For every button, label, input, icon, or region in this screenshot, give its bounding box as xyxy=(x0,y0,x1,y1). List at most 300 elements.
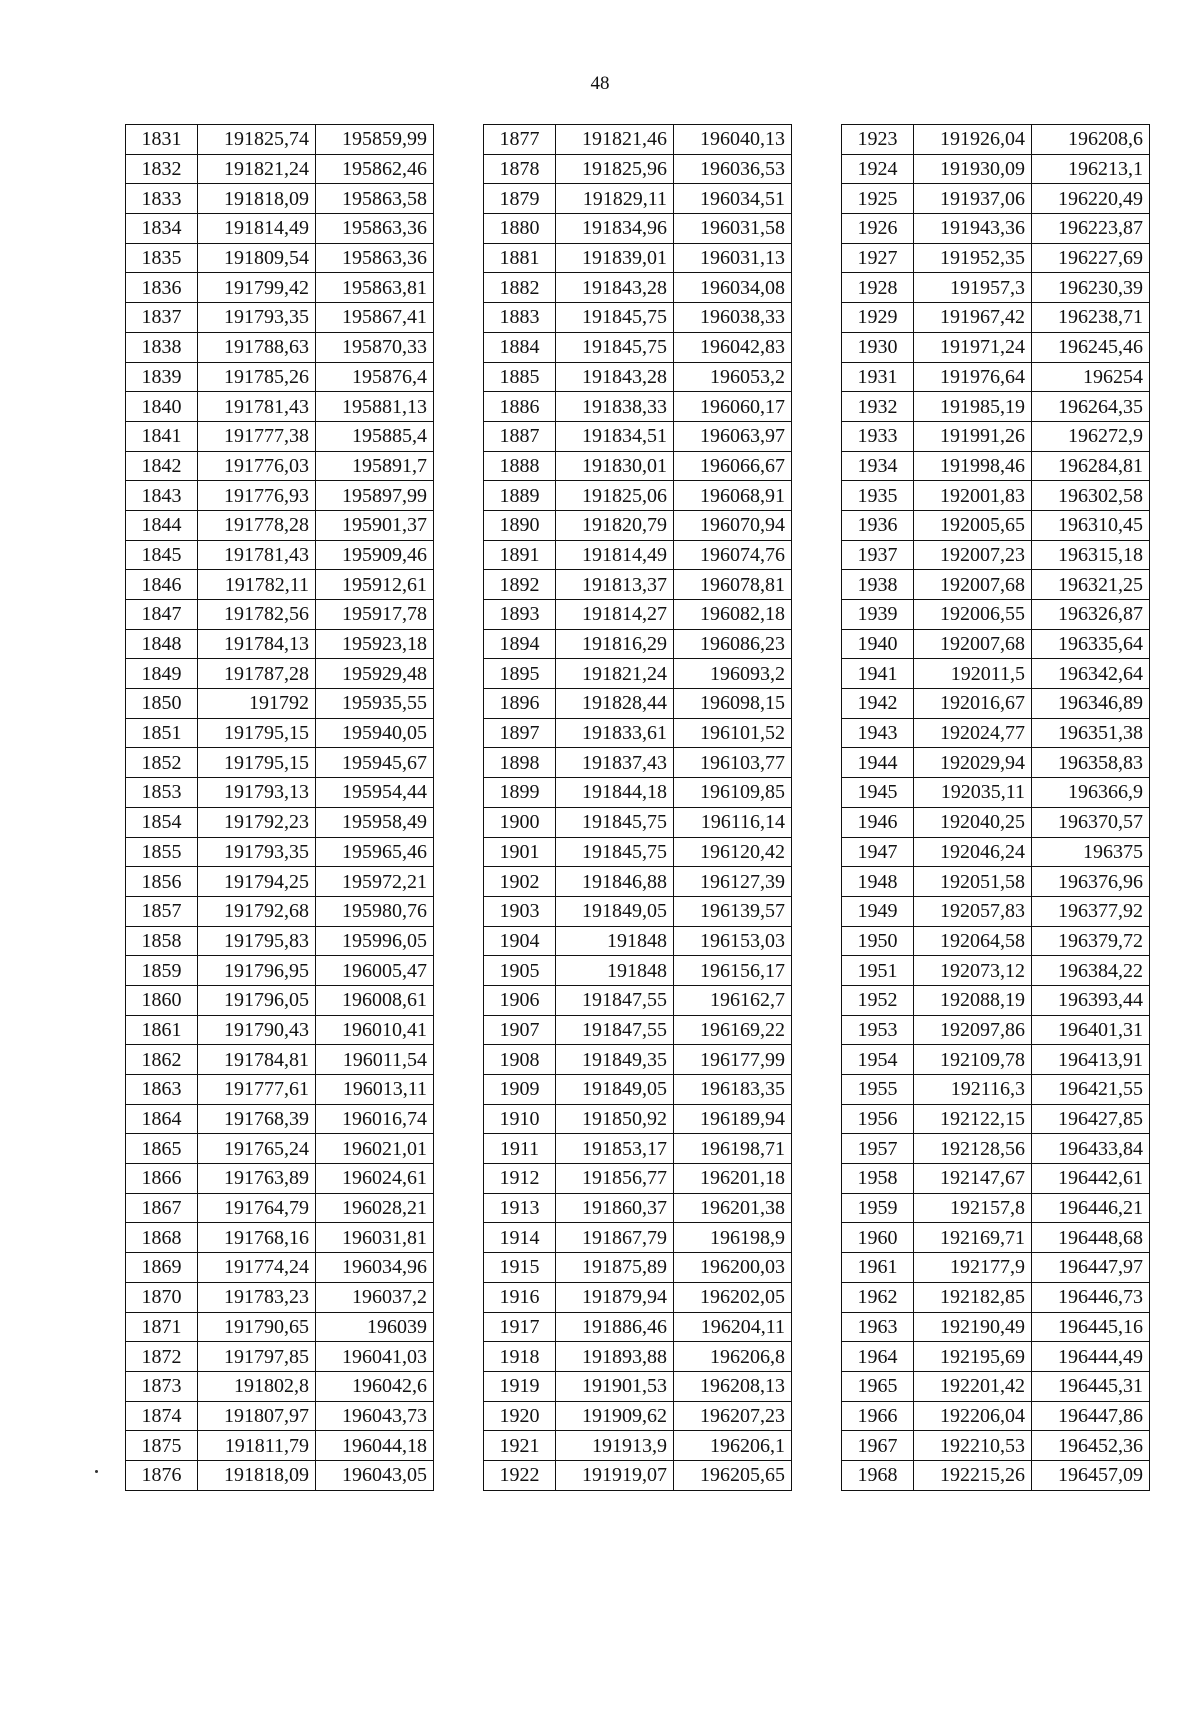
point-number-cell: 1933 xyxy=(842,421,914,451)
y-coordinate-cell: 196198,9 xyxy=(674,1223,792,1253)
table-row xyxy=(842,896,1150,926)
x-coordinate-cell: 191845,75 xyxy=(556,837,674,867)
y-coordinate-cell: 196078,81 xyxy=(674,570,792,600)
x-coordinate-cell: 192051,58 xyxy=(914,867,1032,897)
x-coordinate-cell: 191818,09 xyxy=(198,184,316,214)
y-coordinate-cell: 196008,61 xyxy=(316,985,434,1015)
y-coordinate-cell: 196021,01 xyxy=(316,1134,434,1164)
x-coordinate-cell: 191821,24 xyxy=(556,659,674,689)
table-row xyxy=(484,362,792,392)
point-number-cell: 1877 xyxy=(484,125,556,155)
x-coordinate-cell: 191830,01 xyxy=(556,451,674,481)
point-number-cell: 1887 xyxy=(484,421,556,451)
y-coordinate-cell: 196393,44 xyxy=(1032,985,1150,1015)
table-row xyxy=(842,273,1150,303)
x-coordinate-cell: 192201,42 xyxy=(914,1371,1032,1401)
table-row xyxy=(484,481,792,511)
y-coordinate-cell: 195954,44 xyxy=(316,778,434,808)
x-coordinate-cell: 191845,75 xyxy=(556,332,674,362)
point-number-cell: 1929 xyxy=(842,303,914,333)
y-coordinate-cell: 195863,36 xyxy=(316,214,434,244)
point-number-cell: 1924 xyxy=(842,154,914,184)
point-number-cell: 1948 xyxy=(842,867,914,897)
y-coordinate-cell: 196074,76 xyxy=(674,540,792,570)
table-row xyxy=(484,1460,792,1490)
table-row xyxy=(126,1312,434,1342)
x-coordinate-cell: 191833,61 xyxy=(556,718,674,748)
y-coordinate-cell: 196109,85 xyxy=(674,778,792,808)
x-coordinate-cell: 191807,97 xyxy=(198,1401,316,1431)
x-coordinate-cell: 192073,12 xyxy=(914,956,1032,986)
table-row xyxy=(126,481,434,511)
point-number-cell: 1878 xyxy=(484,154,556,184)
x-coordinate-cell: 191799,42 xyxy=(198,273,316,303)
y-coordinate-cell: 196433,84 xyxy=(1032,1134,1150,1164)
y-coordinate-cell: 196201,18 xyxy=(674,1164,792,1194)
y-coordinate-cell: 196101,52 xyxy=(674,718,792,748)
x-coordinate-cell: 192011,5 xyxy=(914,659,1032,689)
y-coordinate-cell: 196370,57 xyxy=(1032,807,1150,837)
x-coordinate-cell: 191847,55 xyxy=(556,985,674,1015)
x-coordinate-cell: 191909,62 xyxy=(556,1401,674,1431)
point-number-cell: 1855 xyxy=(126,837,198,867)
x-coordinate-cell: 192024,77 xyxy=(914,718,1032,748)
y-coordinate-cell: 196068,91 xyxy=(674,481,792,511)
point-number-cell: 1927 xyxy=(842,243,914,273)
table-row xyxy=(126,154,434,184)
y-coordinate-cell: 196206,1 xyxy=(674,1431,792,1461)
y-coordinate-cell: 195935,55 xyxy=(316,689,434,719)
x-coordinate-cell: 192128,56 xyxy=(914,1134,1032,1164)
x-coordinate-cell: 191814,49 xyxy=(556,540,674,570)
x-coordinate-cell: 191802,8 xyxy=(198,1371,316,1401)
table-row xyxy=(484,926,792,956)
point-number-cell: 1872 xyxy=(126,1342,198,1372)
point-number-cell: 1902 xyxy=(484,867,556,897)
point-number-cell: 1869 xyxy=(126,1253,198,1283)
table-row xyxy=(842,570,1150,600)
point-number-cell: 1937 xyxy=(842,540,914,570)
y-coordinate-cell: 196042,83 xyxy=(674,332,792,362)
x-coordinate-cell: 191796,95 xyxy=(198,956,316,986)
table-row xyxy=(842,1045,1150,1075)
y-coordinate-cell: 196346,89 xyxy=(1032,689,1150,719)
table-row xyxy=(126,1342,434,1372)
table-row xyxy=(842,1104,1150,1134)
point-number-cell: 1895 xyxy=(484,659,556,689)
point-number-cell: 1941 xyxy=(842,659,914,689)
y-coordinate-cell: 196201,38 xyxy=(674,1193,792,1223)
point-number-cell: 1868 xyxy=(126,1223,198,1253)
point-number-cell: 1833 xyxy=(126,184,198,214)
table-row xyxy=(484,659,792,689)
y-coordinate-cell: 196205,65 xyxy=(674,1460,792,1490)
table-row xyxy=(126,1223,434,1253)
table-row xyxy=(484,1045,792,1075)
table-row xyxy=(842,362,1150,392)
x-coordinate-cell: 191793,35 xyxy=(198,303,316,333)
point-number-cell: 1926 xyxy=(842,214,914,244)
point-number-cell: 1967 xyxy=(842,1431,914,1461)
point-number-cell: 1847 xyxy=(126,600,198,630)
x-coordinate-cell: 191782,56 xyxy=(198,600,316,630)
point-number-cell: 1942 xyxy=(842,689,914,719)
table-row xyxy=(126,778,434,808)
y-coordinate-cell: 196413,91 xyxy=(1032,1045,1150,1075)
table-row xyxy=(484,718,792,748)
table-row xyxy=(842,1253,1150,1283)
point-number-cell: 1916 xyxy=(484,1282,556,1312)
y-coordinate-cell: 196177,99 xyxy=(674,1045,792,1075)
x-coordinate-cell: 191985,19 xyxy=(914,392,1032,422)
table-row xyxy=(842,1193,1150,1223)
x-coordinate-cell: 192109,78 xyxy=(914,1045,1032,1075)
y-coordinate-cell: 196070,94 xyxy=(674,510,792,540)
x-coordinate-cell: 191886,46 xyxy=(556,1312,674,1342)
point-number-cell: 1901 xyxy=(484,837,556,867)
table-row xyxy=(126,540,434,570)
table-row xyxy=(484,867,792,897)
y-coordinate-cell: 196351,38 xyxy=(1032,718,1150,748)
point-number-cell: 1959 xyxy=(842,1193,914,1223)
y-coordinate-cell: 196254 xyxy=(1032,362,1150,392)
x-coordinate-cell: 191943,36 xyxy=(914,214,1032,244)
stray-dot-mark xyxy=(95,1470,98,1473)
table-row xyxy=(484,184,792,214)
x-coordinate-cell: 191796,05 xyxy=(198,985,316,1015)
point-number-cell: 1951 xyxy=(842,956,914,986)
x-coordinate-cell: 191790,43 xyxy=(198,1015,316,1045)
table-row xyxy=(484,807,792,837)
point-number-cell: 1923 xyxy=(842,125,914,155)
y-coordinate-cell: 196452,36 xyxy=(1032,1431,1150,1461)
point-number-cell: 1831 xyxy=(126,125,198,155)
point-number-cell: 1883 xyxy=(484,303,556,333)
x-coordinate-cell: 191820,79 xyxy=(556,510,674,540)
point-number-cell: 1845 xyxy=(126,540,198,570)
point-number-cell: 1907 xyxy=(484,1015,556,1045)
y-coordinate-cell: 196042,6 xyxy=(316,1371,434,1401)
table-row xyxy=(842,540,1150,570)
x-coordinate-cell: 191930,09 xyxy=(914,154,1032,184)
x-coordinate-cell: 192206,04 xyxy=(914,1401,1032,1431)
y-coordinate-cell: 196066,67 xyxy=(674,451,792,481)
y-coordinate-cell: 195863,36 xyxy=(316,243,434,273)
y-coordinate-cell: 196335,64 xyxy=(1032,629,1150,659)
x-coordinate-cell: 191837,43 xyxy=(556,748,674,778)
table-row xyxy=(842,748,1150,778)
x-coordinate-cell: 191998,46 xyxy=(914,451,1032,481)
x-coordinate-cell: 191967,42 xyxy=(914,303,1032,333)
y-coordinate-cell: 196156,17 xyxy=(674,956,792,986)
x-coordinate-cell: 192116,3 xyxy=(914,1075,1032,1105)
x-coordinate-cell: 192190,49 xyxy=(914,1312,1032,1342)
y-coordinate-cell: 196043,73 xyxy=(316,1401,434,1431)
table-row xyxy=(126,362,434,392)
y-coordinate-cell: 196198,71 xyxy=(674,1134,792,1164)
x-coordinate-cell: 192005,65 xyxy=(914,510,1032,540)
page-number: 48 xyxy=(590,73,610,94)
point-number-cell: 1889 xyxy=(484,481,556,511)
x-coordinate-cell: 191847,55 xyxy=(556,1015,674,1045)
y-coordinate-cell: 195965,46 xyxy=(316,837,434,867)
table-row xyxy=(484,1193,792,1223)
table-row xyxy=(126,510,434,540)
y-coordinate-cell: 196116,14 xyxy=(674,807,792,837)
x-coordinate-cell: 191971,24 xyxy=(914,332,1032,362)
table-row xyxy=(126,1371,434,1401)
table-row xyxy=(484,896,792,926)
x-coordinate-cell: 191777,38 xyxy=(198,421,316,451)
table-row xyxy=(842,184,1150,214)
point-number-cell: 1842 xyxy=(126,451,198,481)
point-number-cell: 1944 xyxy=(842,748,914,778)
y-coordinate-cell: 196044,18 xyxy=(316,1431,434,1461)
y-coordinate-cell: 195917,78 xyxy=(316,600,434,630)
coordinates-table-2 xyxy=(483,124,792,1491)
point-number-cell: 1834 xyxy=(126,214,198,244)
y-coordinate-cell: 196038,33 xyxy=(674,303,792,333)
coordinates-table-1 xyxy=(125,124,434,1491)
point-number-cell: 1919 xyxy=(484,1371,556,1401)
y-coordinate-cell: 196024,61 xyxy=(316,1164,434,1194)
x-coordinate-cell: 191849,05 xyxy=(556,896,674,926)
table-row xyxy=(484,956,792,986)
x-coordinate-cell: 192006,55 xyxy=(914,600,1032,630)
x-coordinate-cell: 191774,24 xyxy=(198,1253,316,1283)
y-coordinate-cell: 196302,58 xyxy=(1032,481,1150,511)
y-coordinate-cell: 195876,4 xyxy=(316,362,434,392)
point-number-cell: 1875 xyxy=(126,1431,198,1461)
y-coordinate-cell: 195870,33 xyxy=(316,332,434,362)
y-coordinate-cell: 195901,37 xyxy=(316,510,434,540)
point-number-cell: 1955 xyxy=(842,1075,914,1105)
table-row xyxy=(842,1312,1150,1342)
x-coordinate-cell: 192007,68 xyxy=(914,570,1032,600)
table-row xyxy=(842,778,1150,808)
x-coordinate-cell: 191828,44 xyxy=(556,689,674,719)
y-coordinate-cell: 196034,96 xyxy=(316,1253,434,1283)
table-row xyxy=(484,392,792,422)
table-row xyxy=(126,421,434,451)
table-row xyxy=(126,332,434,362)
point-number-cell: 1859 xyxy=(126,956,198,986)
table-row xyxy=(126,1460,434,1490)
x-coordinate-cell: 191793,35 xyxy=(198,837,316,867)
y-coordinate-cell: 195912,61 xyxy=(316,570,434,600)
table-row xyxy=(126,985,434,1015)
table-row xyxy=(484,332,792,362)
point-number-cell: 1896 xyxy=(484,689,556,719)
y-coordinate-cell: 196447,86 xyxy=(1032,1401,1150,1431)
x-coordinate-cell: 191952,35 xyxy=(914,243,1032,273)
point-number-cell: 1908 xyxy=(484,1045,556,1075)
table-row xyxy=(842,807,1150,837)
x-coordinate-cell: 191926,04 xyxy=(914,125,1032,155)
y-coordinate-cell: 195897,99 xyxy=(316,481,434,511)
table-row xyxy=(484,1371,792,1401)
x-coordinate-cell: 191776,03 xyxy=(198,451,316,481)
table-row xyxy=(842,1075,1150,1105)
y-coordinate-cell: 196376,96 xyxy=(1032,867,1150,897)
x-coordinate-cell: 192040,25 xyxy=(914,807,1032,837)
point-number-cell: 1962 xyxy=(842,1282,914,1312)
y-coordinate-cell: 196213,1 xyxy=(1032,154,1150,184)
y-coordinate-cell: 196384,22 xyxy=(1032,956,1150,986)
x-coordinate-cell: 191785,26 xyxy=(198,362,316,392)
y-coordinate-cell: 196457,09 xyxy=(1032,1460,1150,1490)
y-coordinate-cell: 196238,71 xyxy=(1032,303,1150,333)
point-number-cell: 1953 xyxy=(842,1015,914,1045)
x-coordinate-cell: 191976,64 xyxy=(914,362,1032,392)
table-row xyxy=(842,332,1150,362)
point-number-cell: 1909 xyxy=(484,1075,556,1105)
point-number-cell: 1870 xyxy=(126,1282,198,1312)
table-row xyxy=(842,1134,1150,1164)
x-coordinate-cell: 191764,79 xyxy=(198,1193,316,1223)
x-coordinate-cell: 191991,26 xyxy=(914,421,1032,451)
table-row xyxy=(126,303,434,333)
x-coordinate-cell: 191763,89 xyxy=(198,1164,316,1194)
point-number-cell: 1936 xyxy=(842,510,914,540)
table-row xyxy=(484,154,792,184)
point-number-cell: 1945 xyxy=(842,778,914,808)
x-coordinate-cell: 192088,19 xyxy=(914,985,1032,1015)
point-number-cell: 1849 xyxy=(126,659,198,689)
point-number-cell: 1864 xyxy=(126,1104,198,1134)
table-row xyxy=(842,629,1150,659)
x-coordinate-cell: 191792,23 xyxy=(198,807,316,837)
point-number-cell: 1866 xyxy=(126,1164,198,1194)
table-row xyxy=(126,570,434,600)
x-coordinate-cell: 191816,29 xyxy=(556,629,674,659)
x-coordinate-cell: 191850,92 xyxy=(556,1104,674,1134)
table-row xyxy=(484,1134,792,1164)
table-row xyxy=(484,1104,792,1134)
y-coordinate-cell: 196005,47 xyxy=(316,956,434,986)
y-coordinate-cell: 196445,31 xyxy=(1032,1371,1150,1401)
table-row xyxy=(126,659,434,689)
x-coordinate-cell: 192122,15 xyxy=(914,1104,1032,1134)
point-number-cell: 1957 xyxy=(842,1134,914,1164)
y-coordinate-cell: 196063,97 xyxy=(674,421,792,451)
point-number-cell: 1852 xyxy=(126,748,198,778)
x-coordinate-cell: 191781,43 xyxy=(198,540,316,570)
table-row xyxy=(126,243,434,273)
y-coordinate-cell: 195972,21 xyxy=(316,867,434,897)
y-coordinate-cell: 196444,49 xyxy=(1032,1342,1150,1372)
x-coordinate-cell: 191768,39 xyxy=(198,1104,316,1134)
y-coordinate-cell: 196010,41 xyxy=(316,1015,434,1045)
table-row xyxy=(484,1312,792,1342)
point-number-cell: 1963 xyxy=(842,1312,914,1342)
y-coordinate-cell: 195945,67 xyxy=(316,748,434,778)
x-coordinate-cell: 191814,27 xyxy=(556,600,674,630)
y-coordinate-cell: 195863,81 xyxy=(316,273,434,303)
y-coordinate-cell: 196206,8 xyxy=(674,1342,792,1372)
x-coordinate-cell: 191848 xyxy=(556,956,674,986)
table-row xyxy=(126,1015,434,1045)
table-row xyxy=(842,1342,1150,1372)
x-coordinate-cell: 192147,67 xyxy=(914,1164,1032,1194)
x-coordinate-cell: 191834,96 xyxy=(556,214,674,244)
y-coordinate-cell: 195958,49 xyxy=(316,807,434,837)
point-number-cell: 1857 xyxy=(126,896,198,926)
table-row xyxy=(484,510,792,540)
y-coordinate-cell: 196053,2 xyxy=(674,362,792,392)
x-coordinate-cell: 191853,17 xyxy=(556,1134,674,1164)
x-coordinate-cell: 192169,71 xyxy=(914,1223,1032,1253)
y-coordinate-cell: 196445,16 xyxy=(1032,1312,1150,1342)
table-row xyxy=(484,1282,792,1312)
x-coordinate-cell: 191792,68 xyxy=(198,896,316,926)
point-number-cell: 1891 xyxy=(484,540,556,570)
y-coordinate-cell: 196183,35 xyxy=(674,1075,792,1105)
table-row xyxy=(126,1282,434,1312)
table-row xyxy=(484,1253,792,1283)
y-coordinate-cell: 196310,45 xyxy=(1032,510,1150,540)
point-number-cell: 1876 xyxy=(126,1460,198,1490)
table-row xyxy=(842,1431,1150,1461)
y-coordinate-cell: 196208,6 xyxy=(1032,125,1150,155)
y-coordinate-cell: 196446,21 xyxy=(1032,1193,1150,1223)
y-coordinate-cell: 196448,68 xyxy=(1032,1223,1150,1253)
y-coordinate-cell: 196207,23 xyxy=(674,1401,792,1431)
x-coordinate-cell: 192001,83 xyxy=(914,481,1032,511)
table-row xyxy=(842,659,1150,689)
point-number-cell: 1950 xyxy=(842,926,914,956)
y-coordinate-cell: 196264,35 xyxy=(1032,392,1150,422)
table-row xyxy=(842,1015,1150,1045)
table-row xyxy=(484,689,792,719)
x-coordinate-cell: 191781,43 xyxy=(198,392,316,422)
point-number-cell: 1939 xyxy=(842,600,914,630)
x-coordinate-cell: 192182,85 xyxy=(914,1282,1032,1312)
x-coordinate-cell: 191901,53 xyxy=(556,1371,674,1401)
x-coordinate-cell: 192177,9 xyxy=(914,1253,1032,1283)
x-coordinate-cell: 191913,9 xyxy=(556,1431,674,1461)
x-coordinate-cell: 191788,63 xyxy=(198,332,316,362)
point-number-cell: 1961 xyxy=(842,1253,914,1283)
table-row xyxy=(842,718,1150,748)
point-number-cell: 1914 xyxy=(484,1223,556,1253)
x-coordinate-cell: 191879,94 xyxy=(556,1282,674,1312)
table-row xyxy=(842,1401,1150,1431)
y-coordinate-cell: 196245,46 xyxy=(1032,332,1150,362)
y-coordinate-cell: 196013,11 xyxy=(316,1075,434,1105)
x-coordinate-cell: 192057,83 xyxy=(914,896,1032,926)
y-coordinate-cell: 195996,05 xyxy=(316,926,434,956)
y-coordinate-cell: 195923,18 xyxy=(316,629,434,659)
table-row xyxy=(126,837,434,867)
table-row xyxy=(842,1460,1150,1490)
table-row xyxy=(126,1104,434,1134)
x-coordinate-cell: 191814,49 xyxy=(198,214,316,244)
table-row xyxy=(484,303,792,333)
point-number-cell: 1917 xyxy=(484,1312,556,1342)
table-row xyxy=(842,510,1150,540)
table-row xyxy=(842,985,1150,1015)
y-coordinate-cell: 196421,55 xyxy=(1032,1075,1150,1105)
table-row xyxy=(842,689,1150,719)
point-number-cell: 1867 xyxy=(126,1193,198,1223)
x-coordinate-cell: 192215,26 xyxy=(914,1460,1032,1490)
x-coordinate-cell: 191782,11 xyxy=(198,570,316,600)
table-row xyxy=(126,451,434,481)
y-coordinate-cell: 196377,92 xyxy=(1032,896,1150,926)
table-row xyxy=(484,837,792,867)
x-coordinate-cell: 192157,8 xyxy=(914,1193,1032,1223)
